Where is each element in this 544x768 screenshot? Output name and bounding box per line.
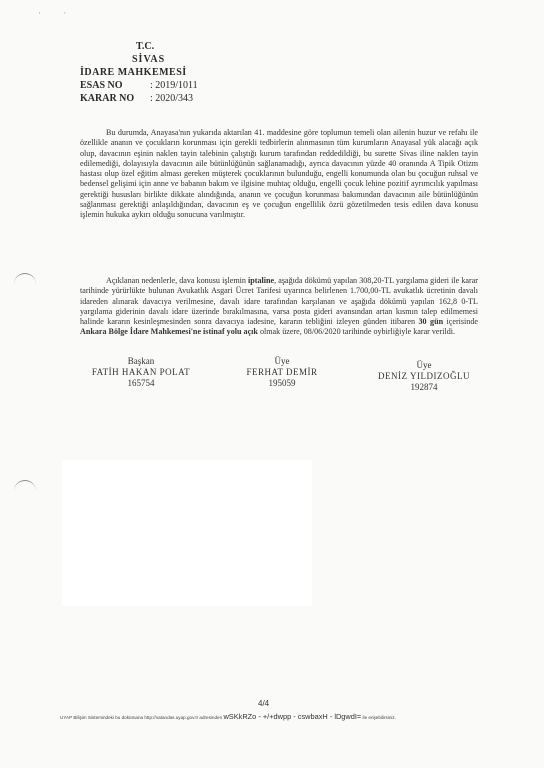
esas-row bbox=[80, 79, 198, 92]
paragraph-decision bbox=[80, 276, 478, 338]
uyap-footer bbox=[60, 712, 490, 721]
signature-name: DENİZ YILDIZOĞLU bbox=[378, 371, 470, 381]
p2-bold-30gun: 30 gün bbox=[418, 317, 444, 327]
signature-role: Üye bbox=[416, 360, 432, 370]
signature-id: 195059 bbox=[268, 378, 296, 388]
p2-part1: Açıklanan nedenlerle, dava konusu işlemin bbox=[106, 276, 249, 285]
scan-marks: · · bbox=[38, 8, 77, 18]
court-header bbox=[80, 40, 198, 105]
paragraph-2-text bbox=[80, 276, 478, 338]
esas-value: : 2019/1011 bbox=[150, 80, 198, 91]
page-number: 4/4 bbox=[258, 699, 270, 708]
signature-name: FERHAT DEMİR bbox=[246, 367, 318, 377]
footer-suffix: ile erişebilirsiniz. bbox=[362, 715, 396, 720]
p2-part2: , aşağıda dökümü yapılan 308,20-TL yargılama gideri ile karar tarihinde yürürlükte bulunan Avukatlık Asgari Ücret Tarifesi uyarınca belirlenen 1.700,00-TL avukatlık ücretinin davalı idareden alınarak davacıya verilmesine, davalı idare tarafından karşılanan ve aşağıda dökümü yapılan 162,8 0-TL yargılama giderinin davalı idare üzerinde bırakılmasına, varsa posta gideri avansından artan kısmın talep edilmemesi halinde kararın kesinleşmesinden sonra davacıya iadesine, kararın tebliğini izleyen günden itibaren bbox=[80, 276, 478, 327]
p2-part3: içerisinde bbox=[443, 317, 478, 327]
karar-row bbox=[80, 92, 198, 105]
p2-bold-istinaf: Ankara Bölge İdare Mahkemesi'ne istinaf yolu açık bbox=[80, 327, 258, 337]
footer-prefix: UYAP Bilişim Sistemindeki bu dokümana http://vatandas.uyap.gov.tr adresinden bbox=[60, 715, 223, 720]
signature-role: Başkan bbox=[127, 356, 155, 366]
signature-uye-2 bbox=[364, 360, 484, 393]
punch-hole-mark bbox=[14, 273, 36, 284]
karar-value: : 2020/343 bbox=[150, 93, 194, 104]
header-court: İDARE MAHKEMESİ bbox=[80, 67, 187, 78]
header-city: SİVAS bbox=[132, 54, 166, 65]
p2-bold-iptal: iptaline bbox=[248, 276, 275, 285]
signature-baskan bbox=[86, 356, 196, 389]
redacted-area bbox=[62, 460, 312, 606]
signature-uye-1 bbox=[232, 356, 332, 389]
paragraph-reasoning bbox=[80, 128, 478, 221]
p2-part4: olmak üzere, 08/06/2020 tarihinde oybirliğiyle karar verildi. bbox=[257, 327, 456, 337]
signature-id: 165754 bbox=[127, 378, 155, 388]
paragraph-1-text: Bu durumda, Anayasa'nın yukarıda aktarılan 41. maddesine göre toplumun temeli olan ailenin huzur ve refahı ile özellikle ananın ve çocukların korunması için gerekli tedbirlerin alınmasının tüm kurumların Anayasal yük alacağı açık olup, davacının eşinin naklen tayin talebinin çalıştığı kurum tarafından reddedildiği, bu surette Sivas iline naklen tayin edilemediği, dolayısıyla davacının aile bütünlüğünün sağlanamadığı, ayrıca davacının yüzde 40 oranında A Tipik Otizm hastası olup özel eğitim alması gereken müşterek çocuklarının bulunduğu, engelli konumunda olan bu çocuğun ruhsal ve bedensel gelişimi için anne ve babanın bakım ve ilgisine muhtaç olduğu, engelli çocuk lehine pozitif ayrımcılık yapılması gerektiği hususları birlikte dikkate alındığında, ananın ve çocuğun korunması bakımından davacının aile bütünlüğünün sağlanması gerektiği anlaşıldığından, davacının eş ve çocuğun engellilik özrü gözetilmeden tesis edilen dava konusu işlemin hukuka aykırı olduğu sonucuna varılmıştır. bbox=[80, 128, 478, 220]
signature-name: FATİH HAKAN POLAT bbox=[91, 367, 191, 377]
punch-hole-mark bbox=[14, 480, 36, 491]
signature-role: Üye bbox=[274, 356, 290, 366]
footer-verification-code: wSKkRZo - +/+dwpp - cswbaxH - lDgwdI= bbox=[223, 712, 362, 721]
karar-label: KARAR NO bbox=[80, 93, 135, 104]
signature-id: 192874 bbox=[410, 382, 438, 392]
header-tc: T.C. bbox=[136, 41, 155, 52]
esas-label: ESAS NO bbox=[80, 80, 123, 91]
